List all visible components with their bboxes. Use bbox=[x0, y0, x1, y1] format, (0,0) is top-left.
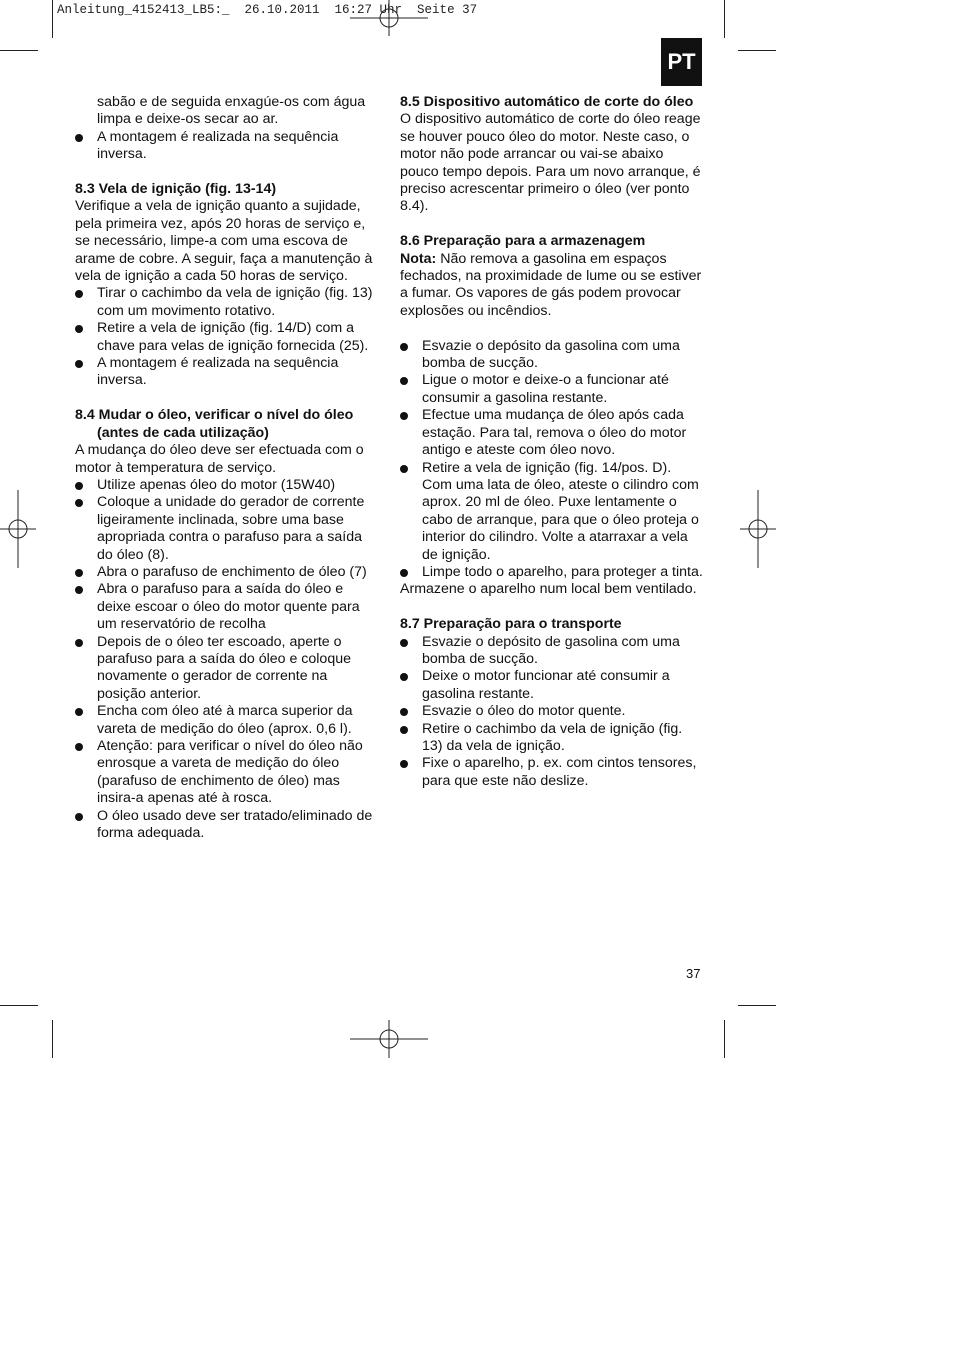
note-paragraph bbox=[400, 251, 705, 321]
list-item: Fixe o aparelho, p. ex. com cintos tensores, para que este não deslize. bbox=[400, 755, 705, 790]
list-item: Abra o parafuso de enchimento de óleo (7) bbox=[75, 564, 380, 581]
section-heading-8-6: 8.6 Preparação para a armazenagem bbox=[400, 233, 646, 250]
list-item: Retire a vela de ignição (fig. 14/D) com a chave para velas de ignição fornecida (25). bbox=[75, 320, 380, 355]
bullet-icon bbox=[75, 639, 83, 647]
section-body: O dispositivo automático de corte do óleo reage se houver pouco óleo do motor. Neste caso, o motor não pode arrancar ou vai-se abaixo pouco tempo depois. Para um novo arranque, é preciso acrescentar primeiro o óleo (ver ponto 8.4). bbox=[400, 111, 701, 215]
right-column bbox=[400, 94, 705, 790]
list-item: Ligue o motor e deixe-o a funcionar até consumir a gasolina restante. bbox=[400, 372, 705, 407]
bullet-icon bbox=[400, 343, 408, 351]
bullet-icon bbox=[400, 708, 408, 716]
bullet-icon bbox=[75, 134, 83, 142]
list-item: Atenção: para verificar o nível do óleo não enrosque a vareta de medição do óleo (parafuso de enchimento de óleo) mas insira-a apenas até à rosca. bbox=[75, 738, 380, 808]
crop-mark bbox=[738, 1005, 776, 1006]
bullet-list bbox=[400, 338, 705, 582]
bullet-list bbox=[75, 129, 380, 164]
continued-paragraph: sabão e de seguida enxagúe-os com água limpa e deixe-os secar ao ar. bbox=[97, 94, 366, 128]
registration-mark-icon bbox=[350, 0, 428, 36]
list-item: Esvazie o óleo do motor quente. bbox=[400, 703, 705, 720]
list-item: Depois de o óleo ter escoado, aperte o parafuso para a saída do óleo e coloque novamente o gerador de corrente na posição anterior. bbox=[75, 634, 380, 704]
crop-mark bbox=[52, 1020, 53, 1058]
left-column bbox=[75, 94, 380, 842]
bullet-icon bbox=[75, 586, 83, 594]
crop-mark bbox=[738, 50, 776, 51]
list-item: Abra o parafuso para a saída do óleo e deixe escoar o óleo do motor quente para um reservatório de recolha bbox=[75, 581, 380, 633]
bullet-list bbox=[75, 285, 380, 389]
section-heading-8-3: 8.3 Vela de ignição (fig. 13-14) bbox=[75, 181, 277, 198]
crop-mark bbox=[724, 1020, 725, 1058]
note-label: Nota: bbox=[400, 250, 437, 267]
list-item: A montagem é realizada na sequência inversa. bbox=[75, 355, 380, 390]
bullet-icon bbox=[400, 569, 408, 577]
crop-mark bbox=[724, 0, 725, 38]
note-text: Não remova a gasolina em espaços fechados, na proximidade de lume ou se estiver a fumar. Os vapores de gás podem provocar explosões ou incêndios. bbox=[400, 250, 702, 319]
storage-note: Armazene o aparelho num local bem ventilado. bbox=[400, 581, 697, 598]
section-heading-8-5: 8.5 Dispositivo automático de corte do óleo bbox=[400, 94, 694, 110]
bullet-icon bbox=[75, 813, 83, 821]
list-item: Retire o cachimbo da vela de ignição (fig. 13) da vela de ignição. bbox=[400, 721, 705, 756]
list-item: Retire a vela de ignição (fig. 14/pos. D). Com uma lata de óleo, ateste o cilindro com aprox. 20 ml de óleo. Puxe lentamente o cabo de arranque, para que o óleo proteja o interior do cilindro. Volte a atarraxar a vela de ignição. bbox=[400, 460, 705, 564]
bullet-icon bbox=[400, 673, 408, 681]
list-item: Tirar o cachimbo da vela de ignição (fig. 13) com um movimento rotativo. bbox=[75, 285, 380, 320]
list-item: A montagem é realizada na sequência inversa. bbox=[75, 129, 380, 164]
section-heading-8-4-subtitle: (antes de cada utilização) bbox=[97, 424, 269, 441]
bullet-icon bbox=[400, 760, 408, 768]
crop-mark bbox=[0, 1005, 38, 1006]
bullet-icon bbox=[75, 743, 83, 751]
list-item: O óleo usado deve ser tratado/eliminado de forma adequada. bbox=[75, 808, 380, 843]
bullet-icon bbox=[75, 708, 83, 716]
bullet-icon bbox=[400, 465, 408, 473]
list-item: Coloque a unidade do gerador de corrente ligeiramente inclinada, sobre uma base apropriada contra o parafuso para a saída do óleo (8). bbox=[75, 494, 380, 564]
page-number: 37 bbox=[686, 966, 701, 981]
bullet-icon bbox=[75, 360, 83, 368]
bullet-icon bbox=[400, 639, 408, 647]
list-item: Limpe todo o aparelho, para proteger a tinta. bbox=[400, 564, 705, 581]
registration-mark-icon bbox=[740, 490, 776, 568]
bullet-icon bbox=[75, 482, 83, 490]
bullet-icon bbox=[75, 499, 83, 507]
list-item: Efectue uma mudança de óleo após cada estação. Para tal, remova o óleo do motor antigo e ateste com óleo novo. bbox=[400, 407, 705, 459]
bullet-icon bbox=[400, 726, 408, 734]
bullet-icon bbox=[75, 569, 83, 577]
bullet-list bbox=[400, 634, 705, 791]
list-item: Utilize apenas óleo do motor (15W40) bbox=[75, 477, 380, 494]
list-item: Esvazie o depósito de gasolina com uma bomba de sucção. bbox=[400, 634, 705, 669]
crop-mark bbox=[0, 50, 38, 51]
bullet-icon bbox=[75, 325, 83, 333]
list-item: Deixe o motor funcionar até consumir a gasolina restante. bbox=[400, 668, 705, 703]
crop-mark bbox=[52, 0, 53, 38]
list-item: Encha com óleo até à marca superior da vareta de medição do óleo (aprox. 0,6 l). bbox=[75, 703, 380, 738]
section-heading-8-4: 8.4 Mudar o óleo, verificar o nível do óleo bbox=[75, 407, 354, 424]
print-slug-header: Anleitung_4152413_LB5:_ 26.10.2011 16:27 Uhr Seite 37 bbox=[57, 3, 478, 17]
language-badge: PT bbox=[661, 38, 702, 86]
registration-mark-icon bbox=[0, 490, 36, 568]
section-body: Verifique a vela de ignição quanto a sujidade, pela primeira vez, após 20 horas de serviço e, se necessário, limpe-a com uma escova de arame de cobre. A seguir, faça a manutenção à vela de ignição a cada 50 horas de serviço. bbox=[75, 198, 373, 285]
bullet-icon bbox=[400, 377, 408, 385]
bullet-list bbox=[75, 477, 380, 843]
bullet-icon bbox=[400, 412, 408, 420]
section-body: A mudança do óleo deve ser efectuada com o motor à temperatura de serviço. bbox=[75, 442, 364, 476]
bullet-icon bbox=[75, 290, 83, 298]
registration-mark-icon bbox=[350, 1020, 428, 1058]
list-item: Esvazie o depósito da gasolina com uma bomba de sucção. bbox=[400, 338, 705, 373]
section-heading-8-7: 8.7 Preparação para o transporte bbox=[400, 616, 622, 633]
